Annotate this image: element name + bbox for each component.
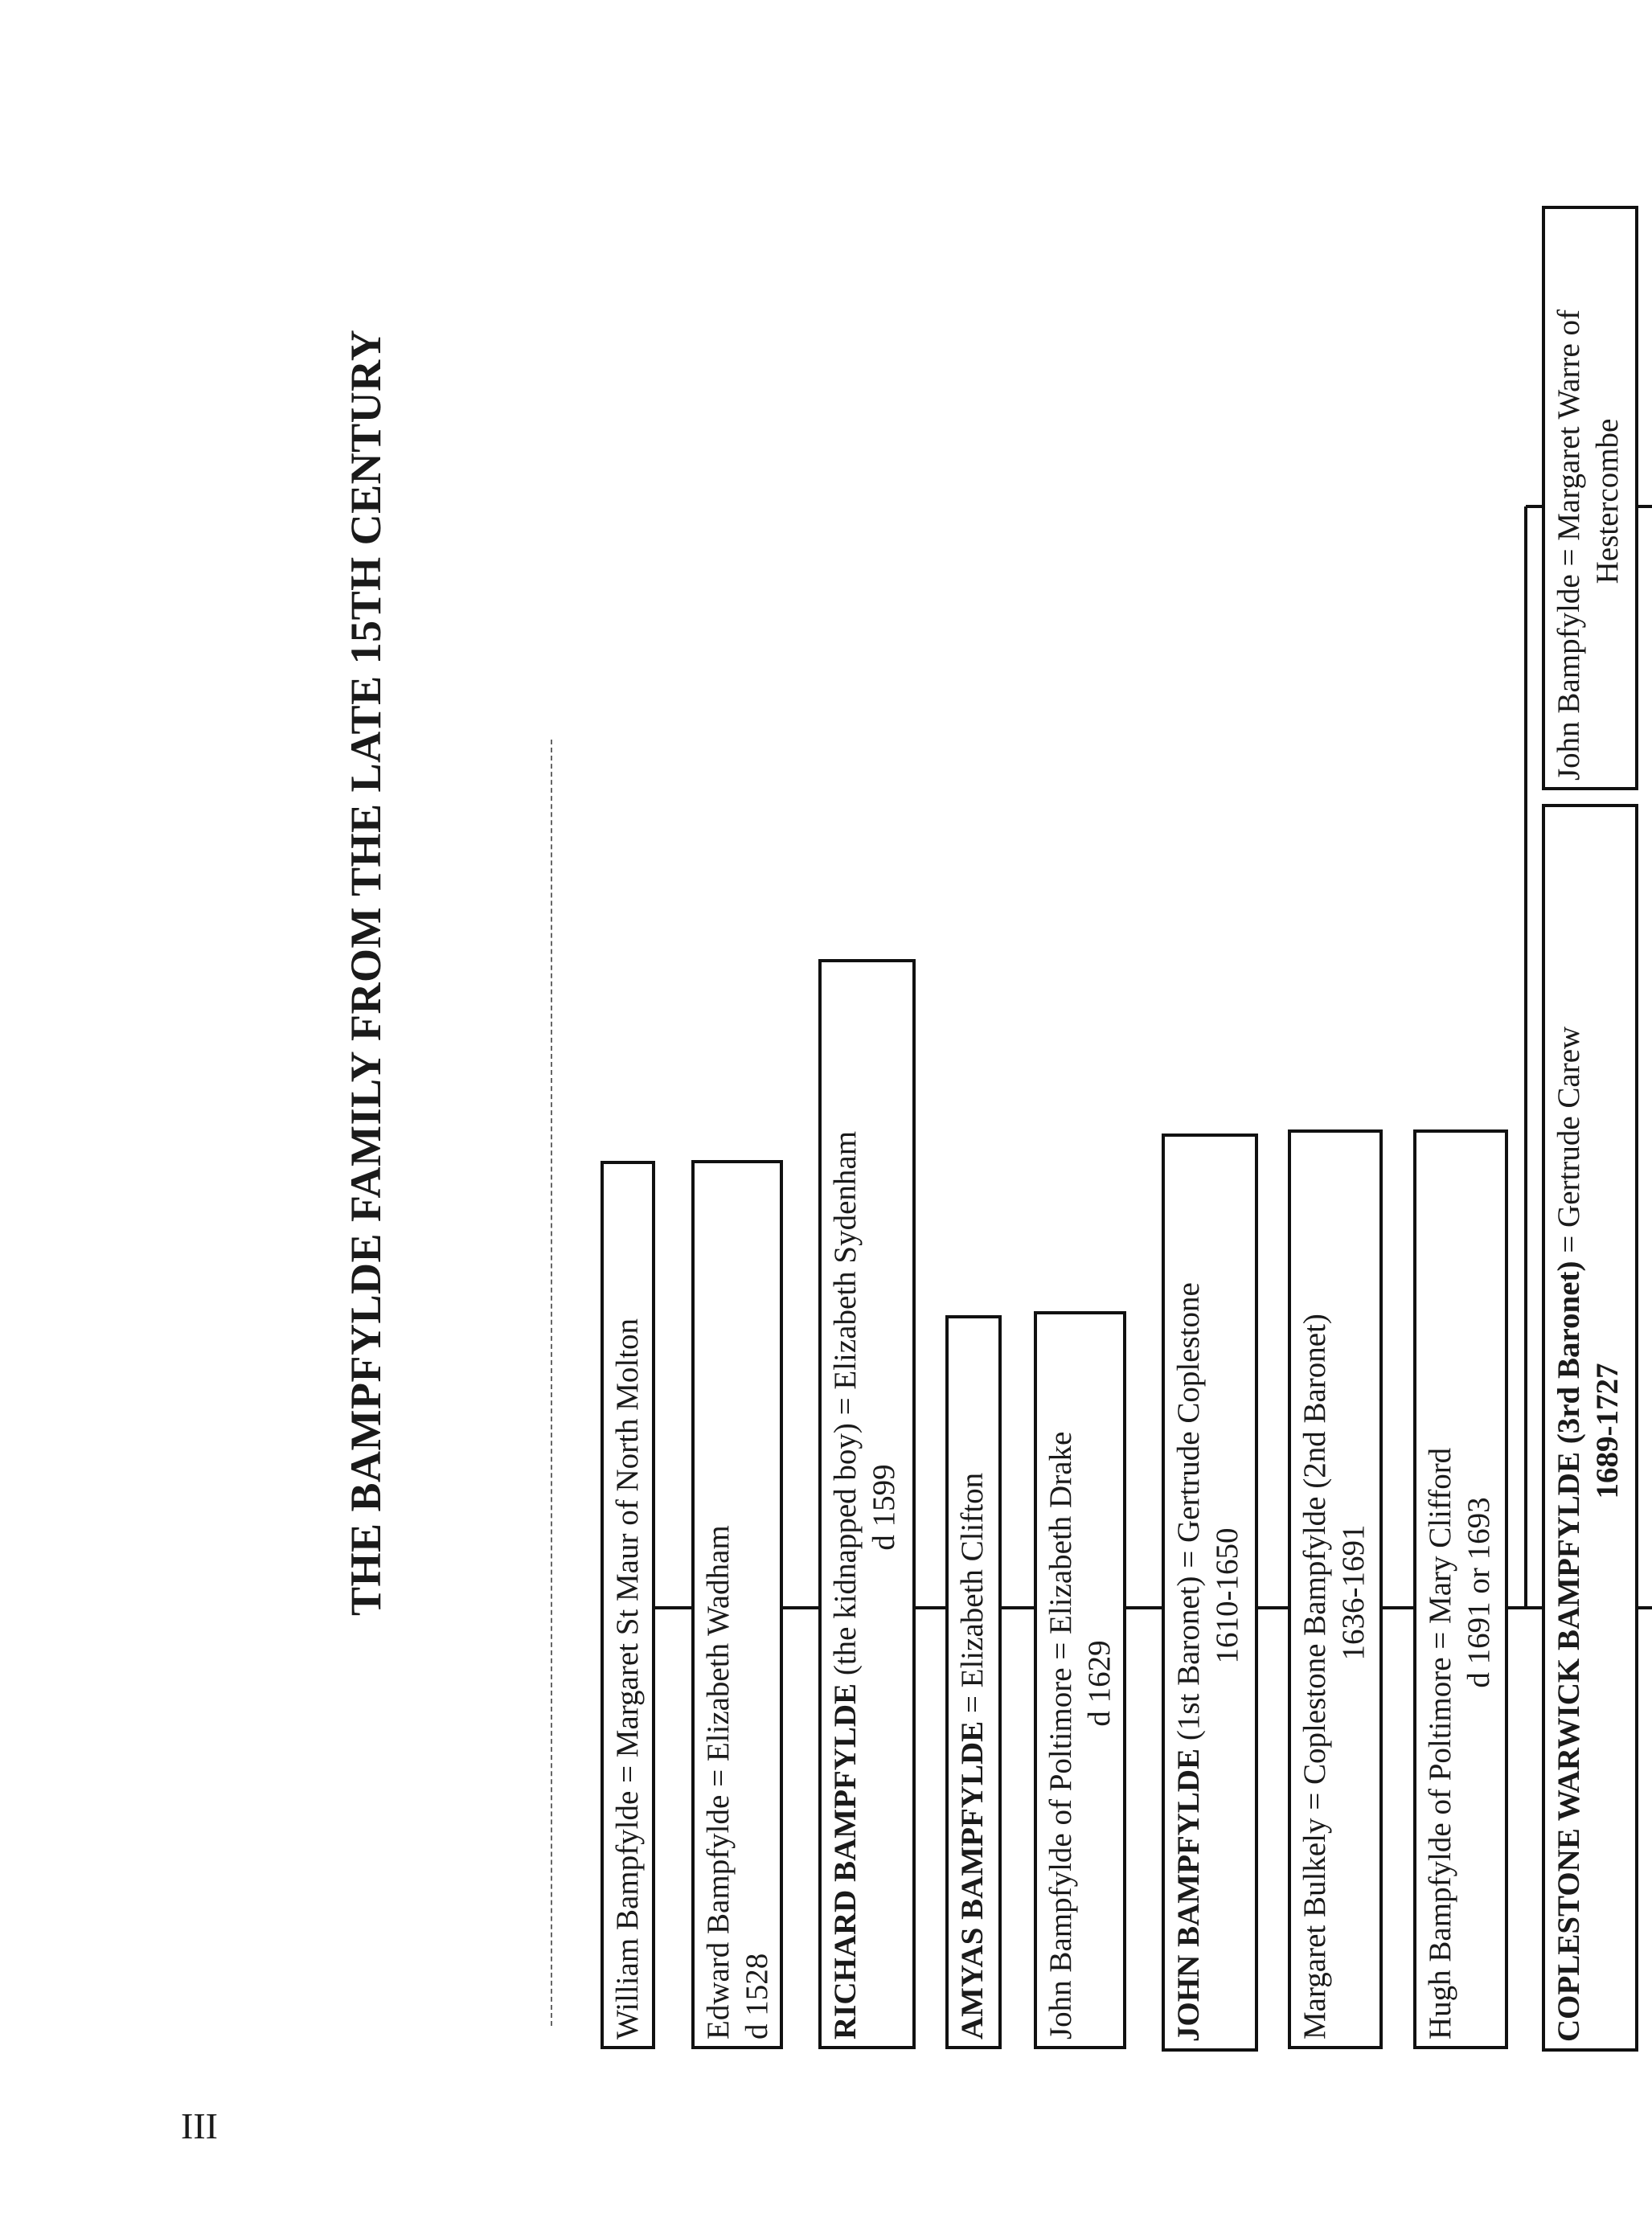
person-text: d 1629	[1082, 1640, 1117, 1727]
generation-text	[1548, 820, 1640, 2042]
generation-box-9	[1542, 804, 1638, 2052]
generation-text	[1420, 1146, 1510, 2040]
generation-text	[607, 1177, 657, 2040]
person-text: d 1599	[867, 1464, 901, 1551]
person-name-bold: 1689-1727	[1590, 1363, 1625, 1499]
person-text: (1st Baronet) = Gertrude Coplestone	[1171, 1282, 1206, 1748]
generation-line	[699, 1176, 738, 2040]
generation-line	[826, 975, 865, 2040]
generation-line	[1080, 1327, 1119, 2040]
generation-text	[1040, 1327, 1128, 2040]
generation-line	[1550, 222, 1588, 781]
person-text: (the kidnapped boy) = Elizabeth Sydenham	[828, 1130, 863, 1683]
generation-text	[1294, 1146, 1384, 2040]
generation-text	[1548, 222, 1640, 781]
person-text: Edward Bampfylde = Elizabeth Wadham	[701, 1525, 736, 2040]
person-text: Margaret Bulkely = Coplestone Bampfylde (2nd Baronet)	[1297, 1314, 1332, 2040]
page-number: III	[181, 2105, 218, 2146]
generation-line	[1421, 1146, 1460, 2040]
person-text: d 1691 or 1693	[1461, 1497, 1496, 1688]
person-text: William Bampfylde = Margaret St Maur of North Molton	[610, 1318, 645, 2040]
generation-text	[825, 975, 917, 2040]
generation-text	[698, 1176, 785, 2040]
person-text: 1636-1691	[1336, 1524, 1371, 1661]
generation-box-4	[945, 1315, 1002, 2049]
generation-line	[1296, 1146, 1334, 2040]
person-name-bold: JOHN BAMPFYLDE	[1171, 1748, 1206, 2042]
generation-box-5	[1034, 1311, 1126, 2049]
person-text: d 1528	[740, 1953, 774, 2040]
generation-line	[1334, 1146, 1373, 2040]
generation-box-3	[818, 959, 916, 2049]
page-title: THE BAMPFYLDE FAMILY FROM THE LATE 15TH CENTURY	[342, 329, 390, 1616]
generation-line	[865, 975, 904, 2040]
generation-box-10	[1542, 206, 1638, 790]
generation-line	[1550, 820, 1588, 2042]
generation-line	[609, 1177, 647, 2040]
person-name-bold: RICHARD BAMPFYLDE	[828, 1683, 863, 2040]
generation-line	[953, 1331, 992, 2040]
person-text: = Elizabeth Clifton	[955, 1472, 990, 1721]
person-text: John Bampfylde of Poltimore = Elizabeth Drake	[1043, 1431, 1078, 2040]
generation-box-1	[601, 1161, 655, 2049]
generation-line	[1588, 820, 1627, 2042]
person-text: Hugh Bampfylde of Poltimore = Mary Clifford	[1423, 1447, 1457, 2040]
generation-text	[1168, 1150, 1260, 2042]
generation-line	[1460, 1146, 1498, 2040]
generation-line	[1042, 1327, 1080, 2040]
generation-box-2	[691, 1160, 783, 2049]
generation-line	[738, 1176, 777, 2040]
generation-box-8	[1413, 1129, 1508, 2049]
person-text: Hestercombe	[1590, 418, 1625, 584]
person-name-bold: COPLESTONE WARWICK BAMPFYLDE (3rd Baronet)	[1552, 1261, 1586, 2042]
generation-line	[1588, 222, 1627, 781]
generation-text	[952, 1331, 1003, 2040]
generation-line	[1170, 1150, 1208, 2042]
person-text: 1610-1650	[1210, 1527, 1244, 1664]
person-name-bold: AMYAS BAMPFYLDE	[955, 1720, 990, 2040]
generation-line	[1208, 1150, 1247, 2042]
person-text: = Gertrude Carew	[1552, 1026, 1586, 1261]
person-text: John Bampfylde = Margaret Warre of	[1552, 310, 1586, 781]
generation-box-7	[1288, 1129, 1383, 2049]
generation-box-6	[1162, 1134, 1258, 2052]
